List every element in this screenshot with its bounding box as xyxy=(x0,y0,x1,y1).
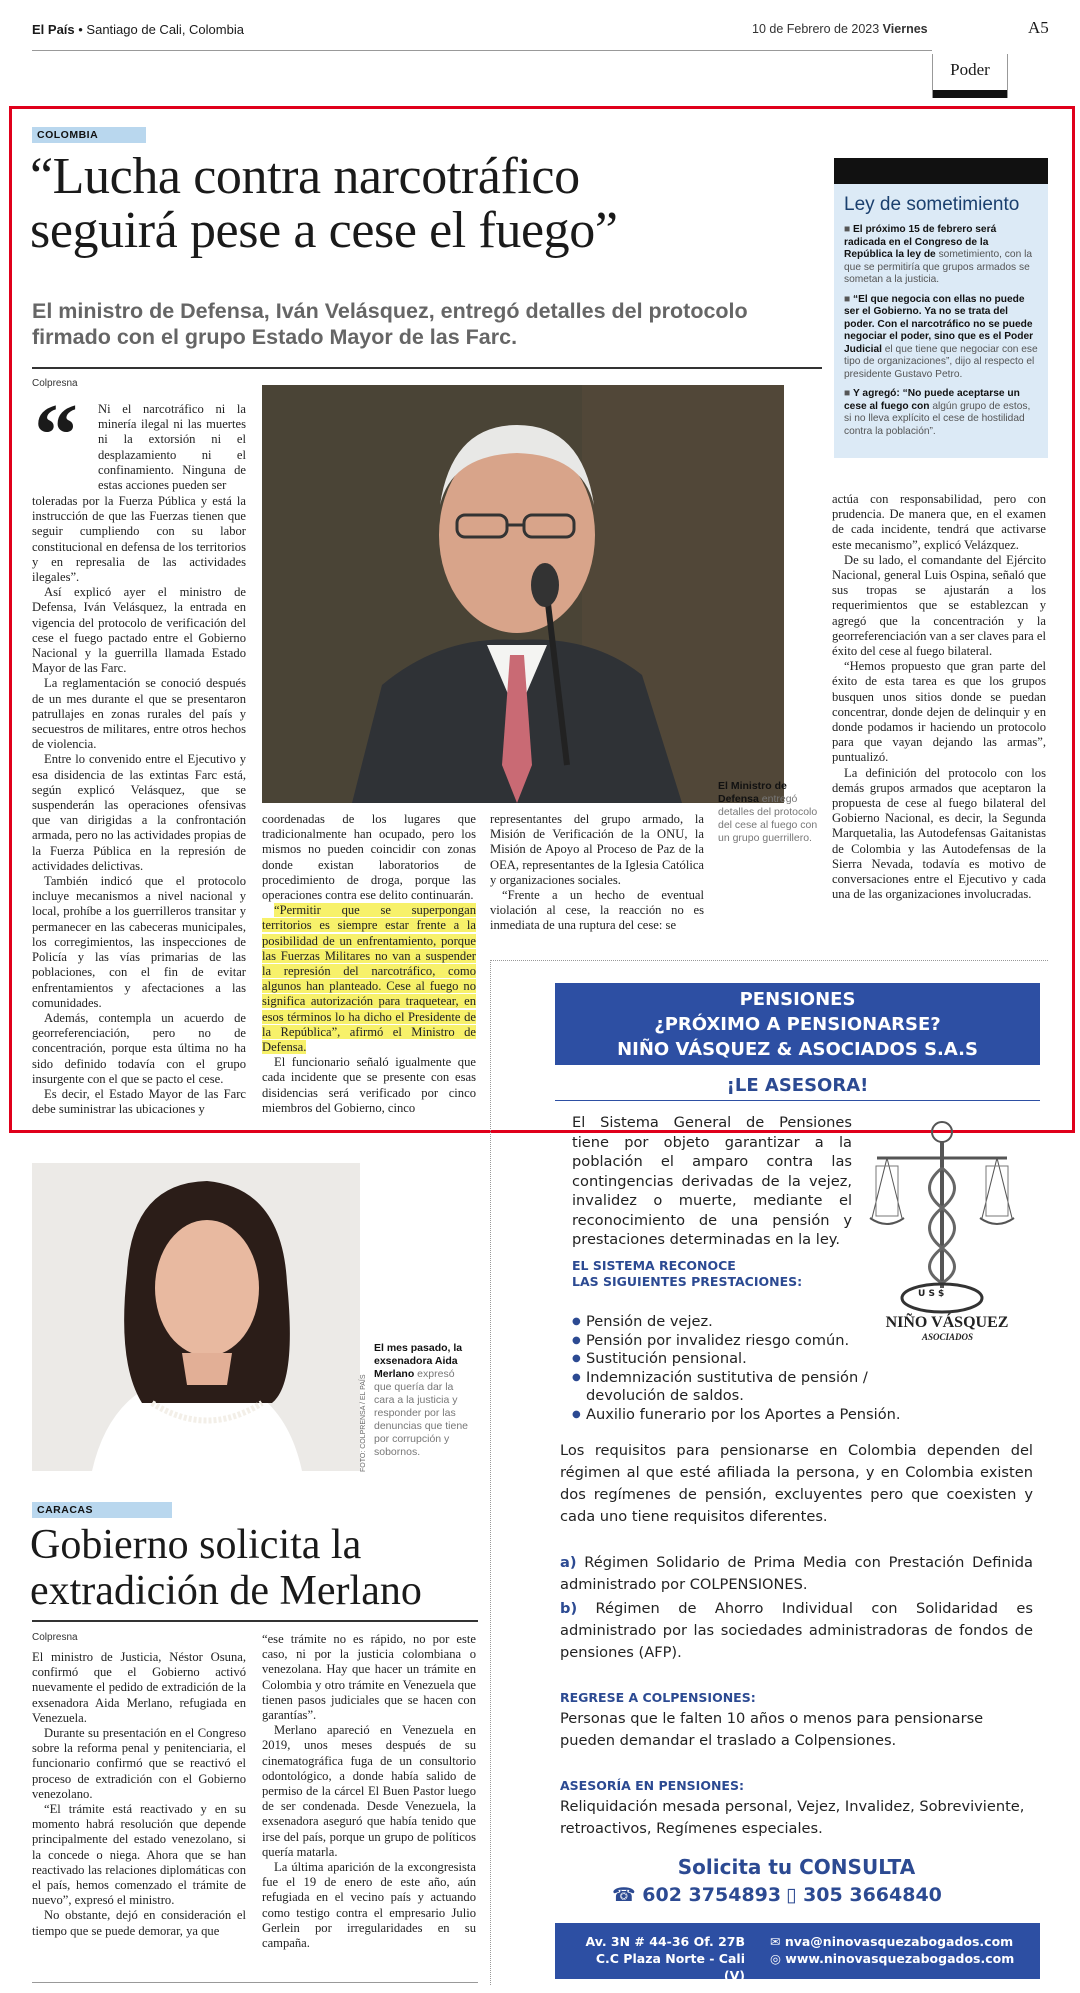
article-column-4: actúa con responsabilidad, pero con prudencia. De manera que, en el examen de cada incidente, tendrá que activarse este mecanismo”, explicó Velázquez. De su lado, el comandante del Ejército Nacional, general Luis Ospina, señaló que sus tropas se ajustarán a los requerimientos que se establezcan y agregó que la concentración y la georreferenciación van a ser claves para el éxito del cese al fuego bilateral. “Hemos propuesto que gran parte del éxito de esta tarea es que los grupos busquen unos sitios donde se puedan concentrar, donde dejen de delinquir y en donde podamos ir haciendo un protocolo para que vayan dejando las armas”, puntualizó. La definición del protocolo con los demás grupos armados que aceptaron la propuesta de cese al fuego bilateral del Gobierno Nacional, es decir, la Segunda Marquetalia, las Autodefensas Gaitanistas de Colombia y las Autodefensas de la Sierra Nevada, todavía es motivo de conversaciones entre el Ejecutivo y cada una de las organizaciones involucradas. xyxy=(832,492,1046,902)
list-item: ● Pensión de vejez. xyxy=(572,1313,912,1332)
sidebar-item: ■ Y agregó: “No puede aceptarse un cese al fuego con algún grupo de estos, si no lleva explícito el cese de hostilidad contra la población”. xyxy=(844,388,1031,437)
phone-1: ☎ 602 3754893 xyxy=(612,1884,782,1906)
byline: Colpresna xyxy=(32,1632,78,1643)
ad-contact: ✉ nva@ninovasquezabogados.com ◎ www.ninovasquezabogados.com xyxy=(770,1934,1015,1966)
ad-logo: U S $ NIÑO VÁSQUEZ ASOCIADOS xyxy=(862,1118,1022,1333)
sidebar-title: Ley de sometimiento xyxy=(844,194,1020,215)
date-line: 10 de Febrero de 2023 Viernes xyxy=(752,22,928,36)
benefits-list xyxy=(572,1313,912,1424)
deck: El ministro de Defensa, Iván Velásquez, entregó detalles del protocolo firmado con el grupo Estado Mayor de las Farc. xyxy=(32,299,748,349)
article-tag: COLOMBIA xyxy=(32,127,146,143)
page-number: A5 xyxy=(1028,18,1049,37)
ad-cta: Solicita tu CONSULTA xyxy=(677,1855,916,1879)
paper-name: El País xyxy=(32,22,75,37)
photo-credit: FOTO: COLPRENSA / EL PAÍS xyxy=(360,1374,367,1472)
ad-regrese-text: Personas que le falten 10 años o menos para pensionarse pueden demandar el traslado a Colpensiones. xyxy=(560,1710,984,1749)
sidebar-item: ■ El próximo 15 de febrero será radicada en el Congreso de la República la ley de sometimiento, con la que se permitiría que grupos armados se sometan a la justicia. xyxy=(844,224,1032,285)
mobile-phone-icon: ▯ xyxy=(786,1884,804,1906)
ad-advise: ¡LE ASESORA! xyxy=(726,1075,869,1096)
list-item: ● Pensión por invalidez riesgo común. xyxy=(572,1332,912,1351)
scales-of-justice-icon xyxy=(862,1118,1022,1318)
ad-banner: PENSIONES ¿PRÓXIMO A PENSIONARSE? NIÑO VÁSQUEZ & ASOCIADOS S.A.S xyxy=(555,983,1040,1065)
article-column-3: representantes del grupo armado, la Misión de Verificación de la ONU, la Misión de Apoyo al Proceso de Paz de la OEA, representantes de la Iglesia Católica y organizaciones sociales. “Frente a un hecho de eventual violación al cese, la reacción no es inmediata de una ruptura del cese: se xyxy=(490,812,704,933)
headline: “Lucha contra narcotráfico seguirá pese a cese el fuego” xyxy=(30,148,618,259)
article2-column-2: “ese trámite no es rápido, no por este caso, ni por la justicia colombiana o venezolana. Hay que hacer un trámite en Colombia y otro trámite en Venezuela que tienen pasos judiciales que se hacen con garantías”. Merlano apareció en Venezuela en 2019, unos meses después de su cinematográfica fuga de un consultorio odontológico, a donde había salido de permiso de la cárcel El Buen Pastor luego de ser condenada. Desde Venezuela, la exsenadora aseguró que había tenido que irse del país, porque un grupo de políticos quería matarla. La última aparición de la excongresista fue el 19 de enero de este año, aún refugiada en el vecino país y actuando como testigo contra el empresario Julio Gerlein por irregularidades en su campaña. xyxy=(262,1632,476,1951)
ad-asesoria-text: Reliquidación mesada personal, Vejez, Invalidez, Sobreviviente, retroactivos, Regímenes especiales. xyxy=(560,1798,1025,1837)
article-column-2: coordenadas de los lugares que tradicionalmente han ocupado, pero los mismos no pueden coincidir con zonas donde existan laboratorios de procedimiento de droga, porque las operaciones contra ese delito continuarán. “Permitir que se superpongan territorios es siempre estar frente a la posibilidad de un enfrentamiento, porque las Fuerzas Militares no van a suspender la represión del narcotráfico, como algunos han planteado. Cese al fuego no significa autorización para traquetear, en esos términos lo ha dicho el Presidente de la República”, afirmó el Ministro de Defensa. El funcionario señaló igualmente que cada incidente que se presente con esas disidencias será verificado por cinco miembros del Gobierno, cinco xyxy=(262,812,476,1115)
byline: Colpresna xyxy=(32,378,78,389)
ad-regrese-title: REGRESE A COLPENSIONES: xyxy=(560,1690,756,1705)
ad-recog-title: EL SISTEMA RECONOCE LAS SIGUIENTES PRESTACIONES: xyxy=(572,1258,803,1289)
header-rule xyxy=(32,50,932,51)
lead-paragraph: Ni el narcotráfico ni la minería ilegal ni las muertes ni la extorsión ni el desplazamiento ni el confinamiento. Ninguna de estas acciones pueden ser xyxy=(98,402,246,493)
list-item: ● Indemnización sustitutiva de pensión / devolución de saldos. xyxy=(572,1369,912,1406)
article-column-1: toleradas por la Fuerza Pública y está la instrucción de que las Fuerzas tienen que seguir cumpliendo con su labor constitucional en defensa de los territorios y en represalia de las actividades ilegales”. Así explicó ayer el ministro de Defensa, Iván Velásquez, la entrada en vigencia del protocolo de verificación del cese el fuego pactado entre el Gobierno Nacional y la guerrilla llamada Estado Mayor de las Farc. La reglamentación se conoció después de un mes durante el que se presentaron patrullajes en zonas rurales del país y secuestros de militares, entre otros hechos de violencia. Entre lo convenido entre el Ejecutivo y esa disidencia de las extintas Farc está, según explicó Velásquez, que se suspenderán las operaciones ofensivas que van dirigidas a la confrontación armada, pero no las actividades propias de la Fuerza Pública en la represión de actividades delictivas. También indicó que el protocolo incluye mecanismos a nivel nacional y local, prohíbe a los guerrilleros transitar y permanecer en las cabeceras municipales, los corregimientos, las inspecciones de Policía y las vías primarias de las poblaciones, con el fin de evitar enfrentamientos y afectaciones a las comunidades. Además, contempla un acuerdo de georreferenciación, pero no de concentración, porque esta última no ha sido definido todavía con el grupo insurgente con el que se pacto el cese. Es decir, el Estado Mayor de las Farc debe suministrar las ubicaciones y xyxy=(32,494,246,1117)
ad-address: Av. 3N # 44-36 Of. 27B C.C Plaza Norte - Cali (V) xyxy=(585,1934,745,1983)
section-box xyxy=(932,54,1008,98)
list-item: ● Auxilio funerario por los Aportes a Pensión. xyxy=(572,1406,912,1425)
section-label: Poder xyxy=(950,60,990,79)
phone-icon: ☎ xyxy=(612,1884,643,1906)
merlano-photo xyxy=(32,1163,360,1471)
ad-regimen-a: a) Régimen Solidario de Prima Media con Prestación Definida administrado por COLPENSIONES. xyxy=(560,1554,1033,1593)
photo-caption: El mes pasado, la exsenadora Aida Merlano expresó que quería dar la cara a la justicia y responder por las denuncias que tiene por corrupción y sobornos. xyxy=(374,1342,468,1458)
quote-mark: “ xyxy=(34,387,78,484)
sidebar-item: ■ “El que negocia con ellas no puede ser el Gobierno. Ya no se trata del poder. Con el narcotráfico no se puede negociar el poder, sino que es el Poder Judicial el que tiene que negociar con ese tipo de organizaciones”, dijo al respecto el presidente Gustavo Petro. xyxy=(844,293,1038,380)
phone-2: ▯ 305 3664840 xyxy=(786,1884,942,1906)
ad-intro: El Sistema General de Pensiones tiene por objeto garantizar a la población el amparo contra las contingencias derivadas de la vejez, invalidez o muerte, mediante el reconocimiento de una pensión y prestaciones determinadas en la ley. xyxy=(572,1114,852,1248)
article-tag: CARACAS xyxy=(32,1502,172,1518)
article2-column-1: El ministro de Justicia, Néstor Osuna, confirmó que el Gobierno activó nuevamente el pedido de extradición de la exsenadora Aida Merlano, refugiada en Venezuela. Durante su presentación en el Congreso sobre la reforma penal y penitenciaria, el funcionario confirmó que se reactivó el proceso de extradición con el Gobierno venezolano. “El trámite está reactivado y en su momento habrá resolución que depende principalmente del estado venezolano, si la concede o niega. Ahora que se han reactivado las relaciones diplomáticas con el país, hemos comenzado el trámite de nuevo”, expresó el ministro. No obstante, dejó en consideración el tiempo que se puede demorar, ya que xyxy=(32,1650,246,1938)
ad-footer xyxy=(555,1923,1040,1983)
headline: Gobierno solicita la extradición de Merlano xyxy=(30,1522,422,1614)
photo-caption: El Ministro de Defensa entregó detalles del protocolo del cese al fuego con un grupo guerrillero. xyxy=(718,780,818,844)
ad-requisitos: Los requisitos para pensionarse en Colombia dependen del régimen al que esté afiliada la persona, y en Colombia existen dos regímenes de pensión, excluyentes pero que coexisten y cada uno tiene requisitos diferentes. xyxy=(560,1442,1033,1525)
logo-name: NIÑO VÁSQUEZ xyxy=(885,1314,1009,1331)
globe-icon: ◎ xyxy=(770,1951,786,1966)
merlano-portrait-image xyxy=(32,1163,360,1471)
ad-regimen-b: b) Régimen de Ahorro Individual con Solidaridad es administrado por las sociedades administradoras de fondos de pensiones (AFP). xyxy=(560,1600,1033,1661)
email-icon: ✉ xyxy=(770,1934,785,1949)
city: Santiago de Cali, Colombia xyxy=(86,22,244,37)
list-item: ● Sustitución pensional. xyxy=(572,1350,912,1369)
masthead: El País • Santiago de Cali, Colombia xyxy=(32,22,244,37)
ad-asesoria-title: ASESORÍA EN PENSIONES: xyxy=(560,1778,744,1793)
highlighted-quote: “Permitir que se superpongan territorios es siempre estar frente a la posibilidad de un enfrentamiento, porque las Fuerzas Militares no van a suspender la represión del narcotráfico, como algunos han planteado. Cese al fuego no significa autorización para traquetear, en esos términos lo ha dicho el Presidente de la República”, afirmó el Ministro de Defensa. xyxy=(262,903,476,1055)
